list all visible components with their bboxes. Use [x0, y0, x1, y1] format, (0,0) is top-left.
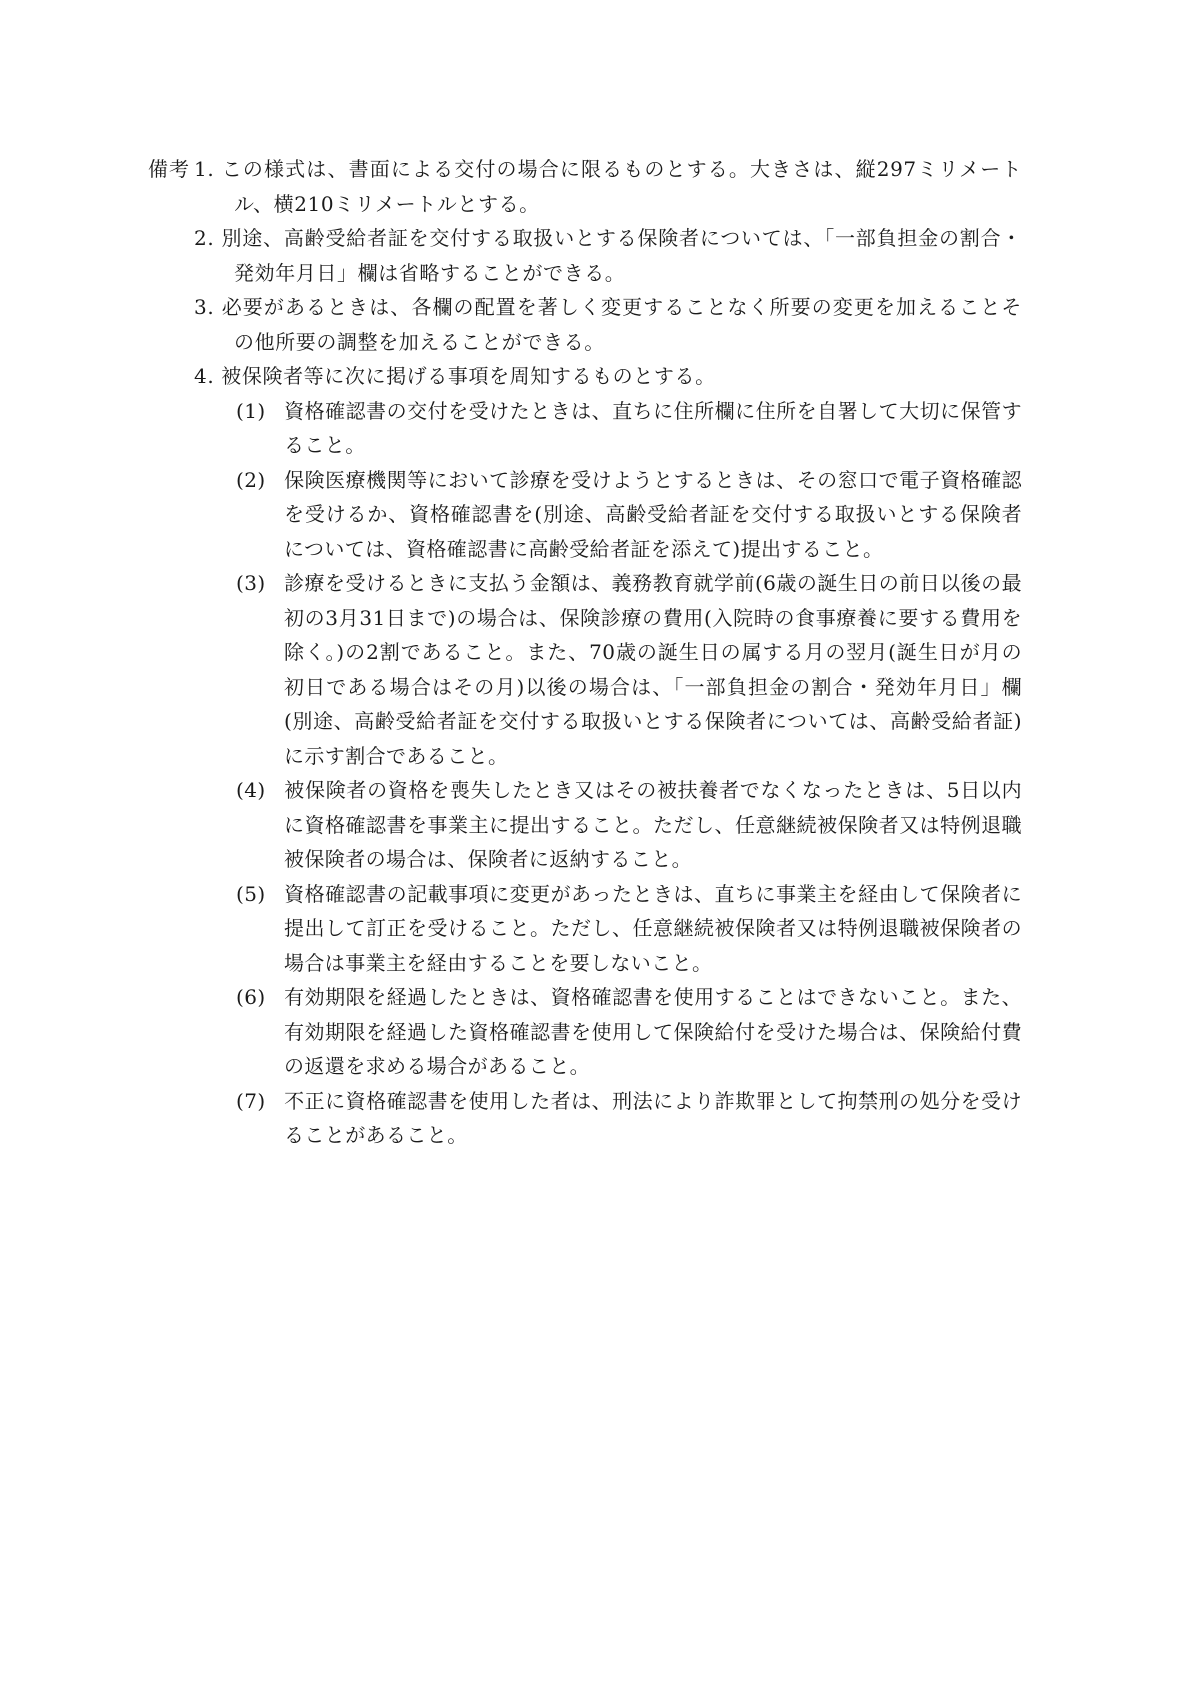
remark-item [194, 359, 1022, 394]
remark-item-text: 必要があるときは、各欄の配置を著しく変更することなく所要の変更を加えることその他所要の調整を加えることができる。 [221, 295, 1022, 354]
notice-item [236, 773, 1022, 877]
remarks-body [194, 152, 1022, 1153]
remark-item-text: 被保険者等に次に掲げる事項を周知するものとする。 [221, 364, 716, 388]
notice-item-number: (6) [236, 985, 266, 1009]
notice-item-text: 有効期限を経過したときは、資格確認書を使用することはできないこと。また、有効期限を経過した資格確認書を使用して保険給付を受けた場合は、保険給付費の返還を求める場合があること。 [284, 985, 1022, 1078]
notice-item [236, 877, 1022, 981]
notice-item-text: 不正に資格確認書を使用した者は、刑法により詐欺罪として拘禁刑の処分を受けることがあること。 [284, 1088, 1022, 1147]
notice-item-number: (1) [236, 398, 266, 423]
notice-item [236, 980, 1022, 1084]
notice-list [214, 394, 1022, 1153]
notice-item-number: (2) [236, 467, 266, 492]
remark-item-text: 別途、高齢受給者証を交付する取扱いとする保険者については、「一部負担金の割合・発効年月日」欄は省略することができる。 [221, 226, 1022, 285]
notice-item-text: 資格確認書の記載事項に変更があったときは、直ちに事業主を経由して保険者に提出して訂正を受けること。ただし、任意継続被保険者又は特例退職被保険者の場合は事業主を経由することを要しないこと。 [284, 881, 1022, 975]
remark-item-text: この様式は、書面による交付の場合に限るものとする。大きさは、縦297ミリメートル、横210ミリメートルとする。 [221, 157, 1022, 216]
notice-item [236, 394, 1022, 463]
remark-item [194, 221, 1022, 290]
notice-item-number: (4) [236, 778, 266, 802]
notice-item [236, 1084, 1022, 1153]
remarks-label: 備考 [148, 157, 190, 181]
notice-item [236, 566, 1022, 773]
notice-item-text: 保険医療機関等において診療を受けようとするときは、その窓口で電子資格確認を受けるか、資格確認書を(別途、高齢受給者証を交付する取扱いとする保険者については、資格確認書に高齢受給者証を添えて)提出すること。 [284, 467, 1022, 561]
remark-item [194, 152, 1022, 221]
notice-item-text: 資格確認書の交付を受けたときは、直ちに住所欄に住所を自署して大切に保管すること。 [284, 398, 1022, 457]
notice-item-text: 被保険者の資格を喪失したとき又はその被扶養者でなくなったときは、5日以内に資格確認書を事業主に提出すること。ただし、任意継続被保険者又は特例退職被保険者の場合は、保険者に返納すること。 [284, 778, 1022, 871]
notice-item-number: (5) [236, 881, 266, 906]
notice-item-text: 診療を受けるときに支払う金額は、義務教育就学前(6歳の誕生日の前日以後の最初の3月31日まで)の場合は、保険診療の費用(入院時の食事療養に要する費用を除く。)の2割であること。また、70歳の誕生日の属する月の翌月(誕生日が月の初日である場合はその月)以後の場合は、「一部負担金の割合・発効年月日」欄(別途、高齢受給者証を交付する取扱いとする保険者については、高齢受給者証)に示す割合であること。 [284, 571, 1022, 768]
remark-item [194, 290, 1022, 359]
notice-item-number: (7) [236, 1088, 266, 1113]
notice-item-number: (3) [236, 571, 266, 595]
notice-item [236, 463, 1022, 567]
